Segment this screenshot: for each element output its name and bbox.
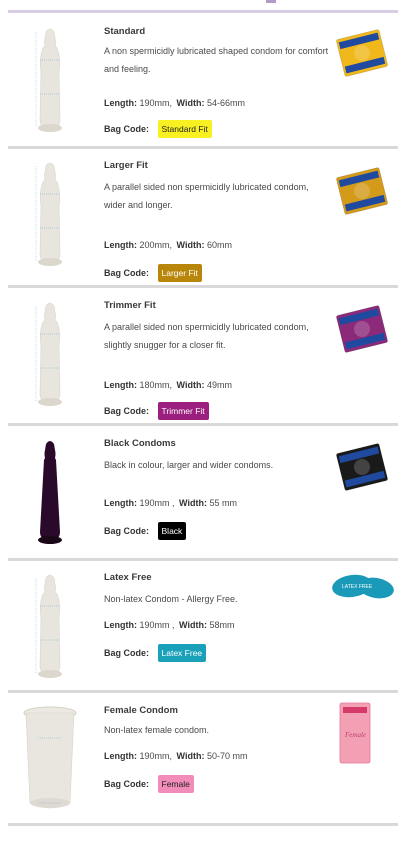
product-row — [8, 290, 398, 423]
product-title: Black Condoms — [104, 438, 176, 449]
pack-image — [334, 166, 390, 221]
row-divider — [8, 423, 398, 426]
product-title: Standard — [104, 26, 146, 37]
condom-image — [30, 158, 100, 273]
width-label: Width: — [176, 98, 205, 108]
product-description: A non spermicidly lubricated shaped condom for comfort and feeling. — [104, 46, 329, 74]
product-title: Female Condom — [104, 705, 178, 716]
product-description: Non-latex female condom. — [104, 725, 210, 735]
length-label: Length: — [104, 620, 137, 630]
bag-code-row — [104, 644, 206, 662]
width-value: 60mm — [204, 240, 232, 250]
length-label: Length: — [104, 240, 137, 250]
row-divider — [8, 690, 398, 693]
bag-code-badge: Trimmer Fit — [158, 402, 209, 420]
bag-code-label: Bag Code: — [104, 526, 149, 536]
length-label: Length: — [104, 380, 137, 390]
length-value: 190mm, — [137, 751, 173, 761]
top-divider — [8, 10, 398, 13]
bag-code-label: Bag Code: — [104, 406, 149, 416]
svg-text:LATEX FREE: LATEX FREE — [342, 584, 373, 590]
bag-code-label: Bag Code: — [104, 268, 149, 278]
product-specs — [104, 498, 237, 508]
length-value: 190mm, — [137, 98, 173, 108]
length-label: Length: — [104, 498, 137, 508]
product-title: Trimmer Fit — [104, 300, 156, 311]
product-description: Black in colour, larger and wider condoms. — [104, 460, 274, 470]
product-description: Non-latex Condom - Allergy Free. — [104, 594, 238, 604]
bag-code-row — [104, 402, 209, 420]
condom-image — [30, 24, 100, 139]
width-value: 55 mm — [206, 498, 237, 508]
product-specs — [104, 620, 234, 630]
row-divider — [8, 285, 398, 288]
bag-code-badge: Larger Fit — [158, 264, 202, 282]
bag-code-row — [104, 120, 212, 138]
bag-code-label: Bag Code: — [104, 648, 149, 658]
product-row — [8, 16, 398, 146]
pack-image — [334, 28, 390, 83]
width-label: Width: — [179, 620, 207, 630]
product-row — [8, 150, 398, 285]
length-value: 190mm , — [137, 620, 175, 630]
product-specs — [104, 380, 232, 390]
bag-code-label: Bag Code: — [104, 779, 149, 789]
product-title: Latex Free — [104, 572, 152, 583]
product-row — [8, 695, 398, 823]
bag-code-row — [104, 264, 202, 282]
bag-code-row — [104, 522, 186, 540]
bag-code-row — [104, 775, 194, 793]
product-row — [8, 562, 398, 690]
product-specs — [104, 240, 232, 250]
condom-image — [30, 298, 100, 413]
row-divider — [8, 146, 398, 149]
length-value: 180mm, — [137, 380, 173, 390]
row-divider — [8, 823, 398, 826]
product-description: A parallel sided non spermicidly lubricated condom, wider and longer. — [104, 182, 309, 210]
condom-image — [30, 570, 100, 685]
product-specs — [104, 98, 245, 108]
pack-image — [338, 701, 372, 770]
pack-image — [334, 304, 390, 359]
bag-code-badge: Black — [158, 522, 187, 540]
product-title: Larger Fit — [104, 160, 148, 171]
pack-image — [330, 572, 396, 607]
bag-code-badge: Standard Fit — [158, 120, 212, 138]
width-value: 50-70 mm — [204, 751, 248, 761]
length-value: 190mm , — [137, 498, 175, 508]
length-value: 200mm, — [137, 240, 173, 250]
width-value: 58mm — [206, 620, 235, 630]
width-value: 54-66mm — [204, 98, 245, 108]
product-description: A parallel sided non spermicidly lubricated condom, slightly snugger for a closer fit. — [104, 322, 309, 350]
bag-code-badge: Latex Free — [158, 644, 207, 662]
width-label: Width: — [176, 751, 205, 761]
width-value: 49mm — [204, 380, 232, 390]
row-divider — [8, 558, 398, 561]
length-label: Length: — [104, 98, 137, 108]
bag-code-badge: Female — [158, 775, 194, 793]
svg-text:Female: Female — [345, 731, 366, 739]
pack-image — [334, 442, 390, 497]
product-specs — [104, 751, 247, 761]
width-label: Width: — [179, 498, 207, 508]
length-label: Length: — [104, 751, 137, 761]
width-label: Width: — [176, 240, 205, 250]
bag-code-label: Bag Code: — [104, 124, 149, 134]
width-label: Width: — [176, 380, 205, 390]
condom-image — [30, 436, 100, 551]
product-row — [8, 428, 398, 558]
condom-image — [20, 703, 90, 820]
